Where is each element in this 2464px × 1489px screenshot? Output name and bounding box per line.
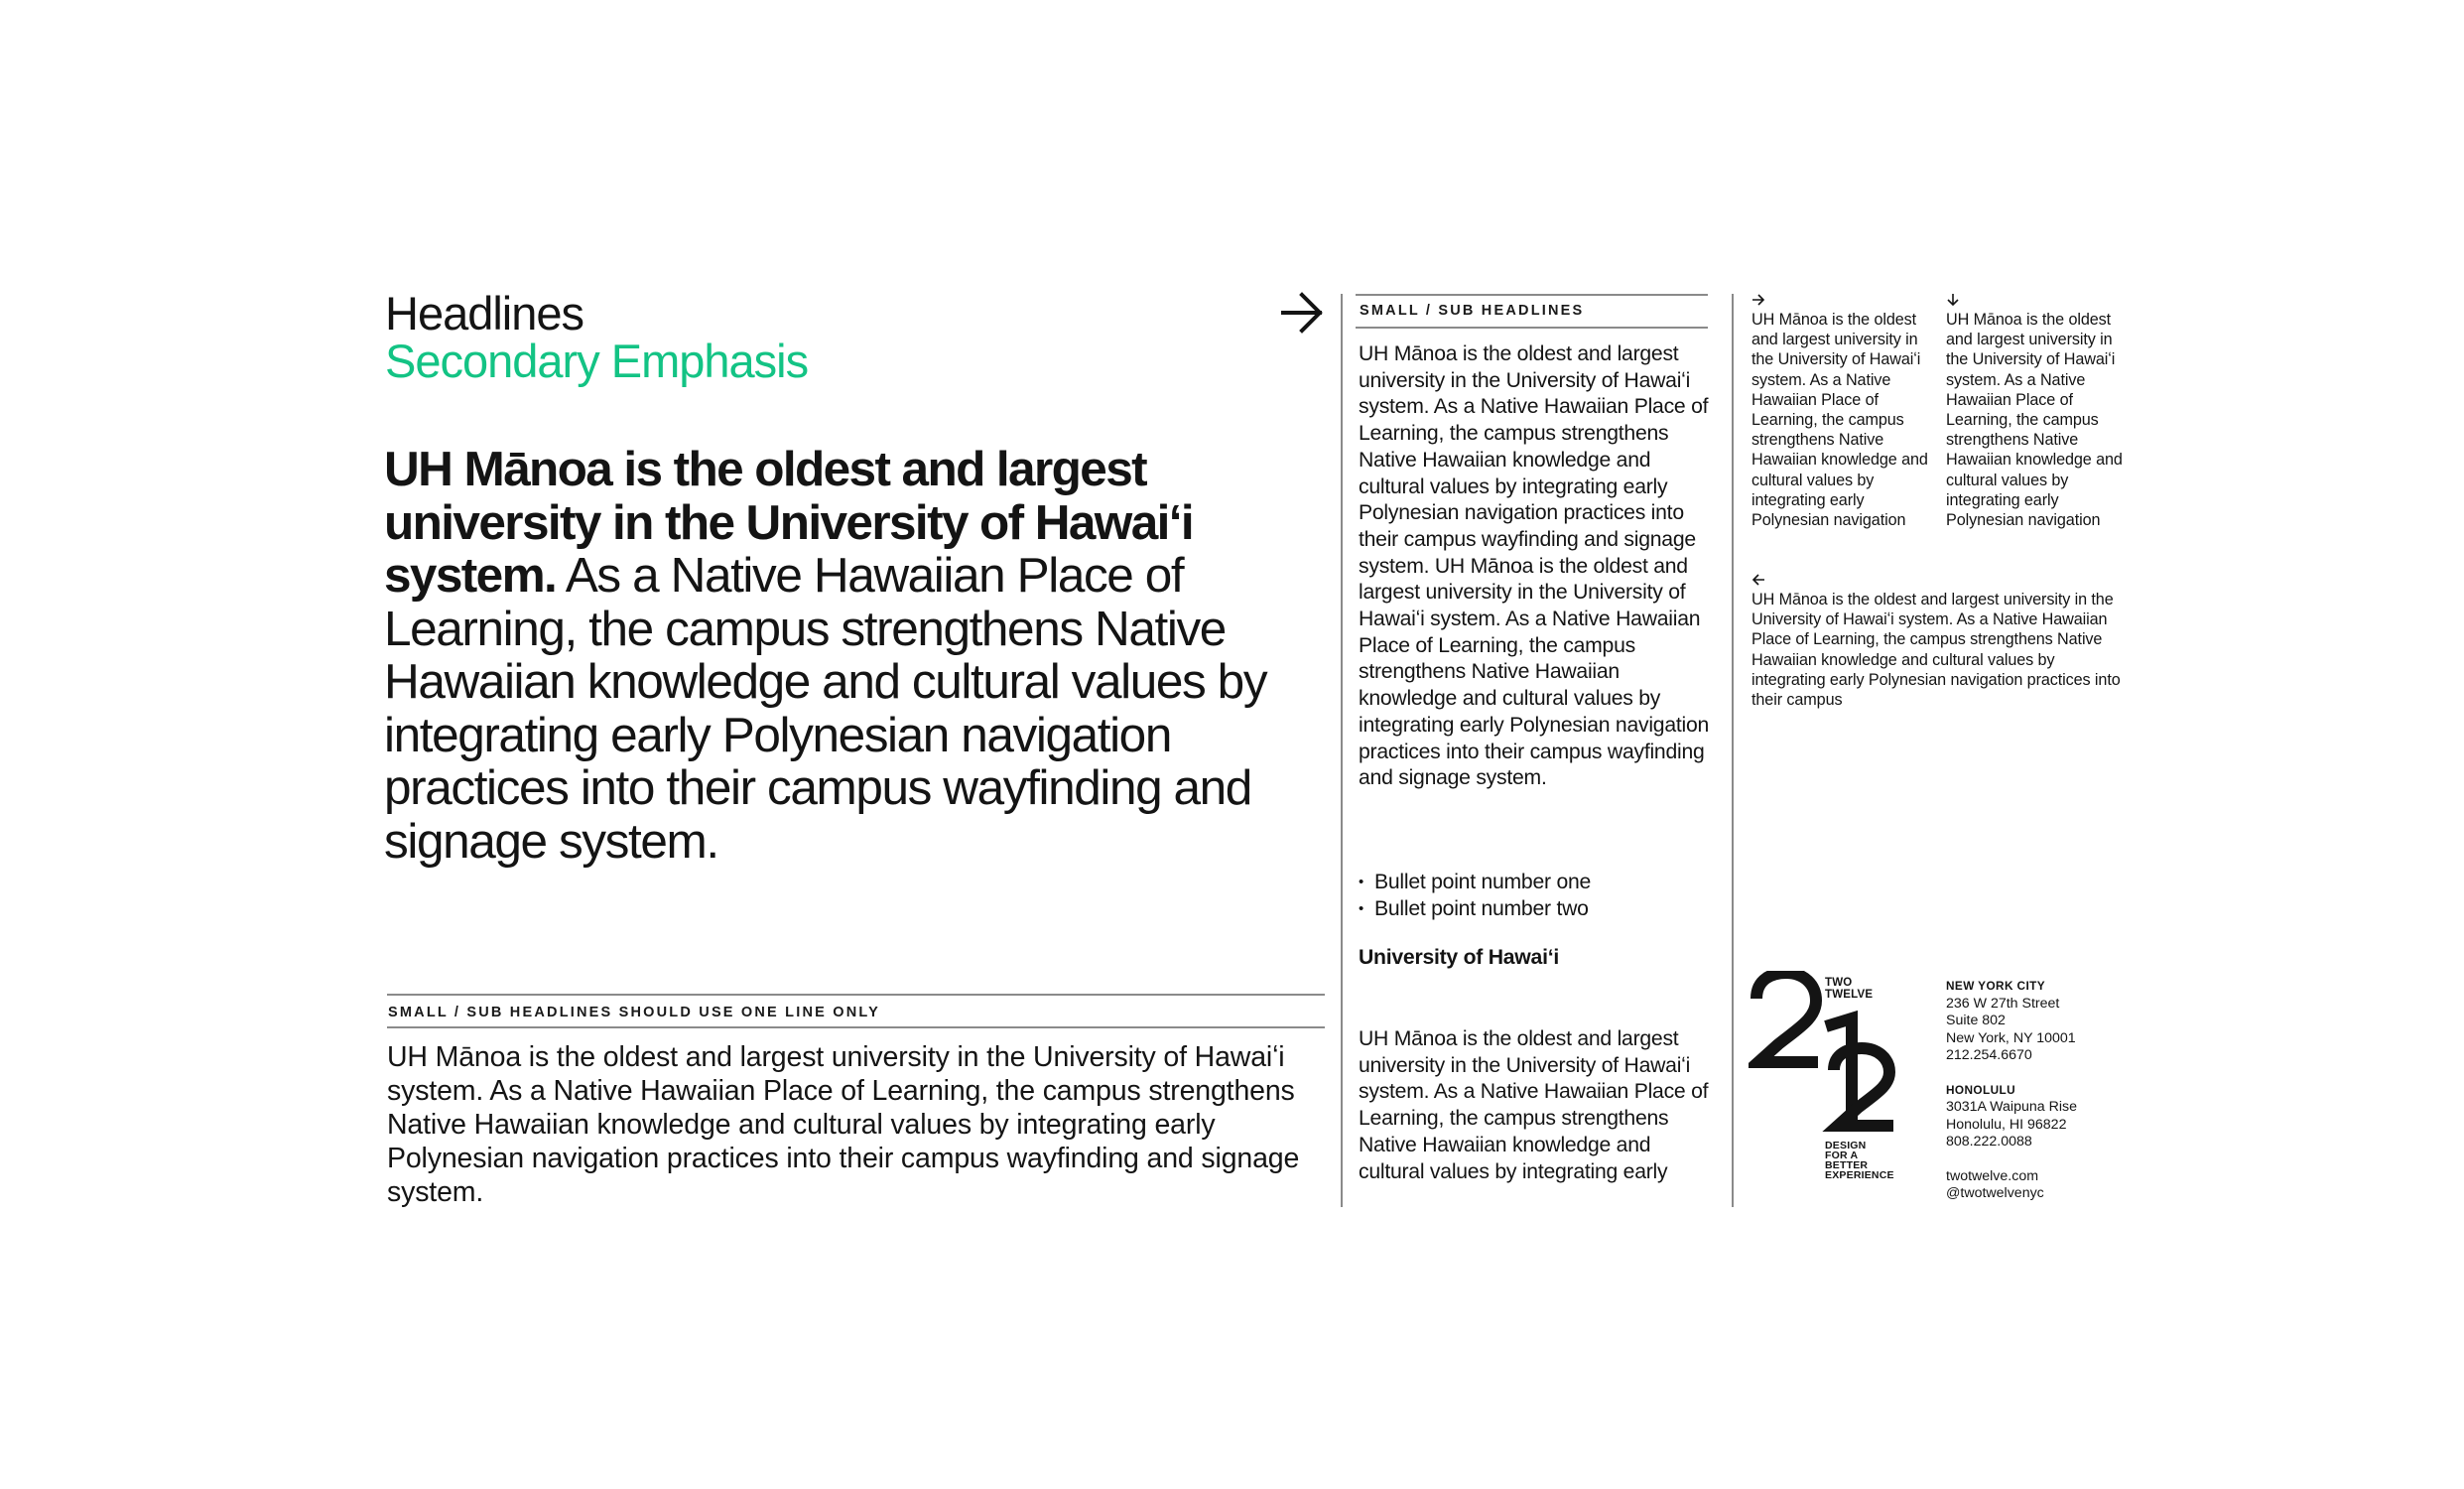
lead-regular-text: As a Native Hawaiian Place of Learning, the campus strengthens Native Hawaiian knowledge and cultural values by integrating early Polynesian navigation practices into their campus wayfinding and signage system. <box>384 548 1267 869</box>
lead-paragraph <box>384 443 1337 868</box>
logo-tag-line: BETTER <box>1825 1159 1869 1171</box>
arrow-down-small-icon <box>1946 293 1960 307</box>
left-body-paragraph: UH Mānoa is the oldest and largest university in the University of Hawaiʻi system. As a Native Hawaiian Place of Learning, the campus strengthens Native Hawaiian knowledge and cultural values by integrating early Polynesian navigation practices into their campus wayfinding and signage system. <box>387 1041 1300 1208</box>
arrow-left-small-icon <box>1751 573 1765 587</box>
logo-top-label <box>1825 978 1873 1001</box>
middle-body-paragraph-2: UH Mānoa is the oldest and largest university in the University of Hawaiʻi system. As a Native Hawaiian Place of Learning, the campus strengthens Native Hawaiian knowledge and cultural values by integrating early <box>1359 1027 1709 1183</box>
website-link[interactable]: twotwelve.com <box>1946 1167 2039 1184</box>
honolulu-phone: 808.222.0088 <box>1946 1134 2032 1150</box>
small-text-column-a: UH Mānoa is the oldest and largest university in the University of Hawaiʻi system. As a Native Hawaiian Place of Learning, the campus strengthens Native Hawaiian knowledge and cultural values by integrating early Polynesian navigation <box>1751 311 1928 530</box>
logo-label-two: TWO <box>1825 977 1853 989</box>
middle-kicker: SMALL / SUB HEADLINES <box>1360 303 1585 319</box>
arrow-right-icon <box>1280 291 1326 335</box>
bullet-item: • Bullet point number two <box>1359 896 1591 923</box>
bullet-list <box>1359 870 1591 922</box>
bullet-item: • Bullet point number one <box>1359 870 1591 896</box>
middle-subhead: University of Hawaiʻi <box>1359 946 1559 969</box>
logo-label-twelve: TWELVE <box>1825 988 1874 1001</box>
middle-column-left-rule <box>1341 294 1343 1207</box>
honolulu-heading: HONOLULU <box>1946 1082 2016 1097</box>
logo-tag-line: DESIGN <box>1825 1140 1867 1151</box>
small-text-column-b: UH Mānoa is the oldest and largest university in the University of Hawaiʻi system. As a Native Hawaiian Place of Learning, the campus strengthens Native Hawaiian knowledge and cultural values by integrating early Polynesian navigation <box>1946 311 2123 530</box>
arrow-right-small-icon <box>1751 293 1765 307</box>
social-handle[interactable]: @twotwelvenyc <box>1946 1185 2044 1201</box>
logo-tagline <box>1825 1141 1894 1180</box>
nyc-address-line: New York, NY 10001 <box>1946 1029 2076 1046</box>
middle-kicker-bottom-rule <box>1356 327 1708 329</box>
honolulu-address-line: Honolulu, HI 96822 <box>1946 1116 2067 1133</box>
nyc-address-line: Suite 802 <box>1946 1013 2006 1028</box>
nyc-heading: NEW YORK CITY <box>1946 979 2046 993</box>
kicker-top-rule <box>387 994 1325 996</box>
nyc-phone: 212.254.6670 <box>1946 1047 2032 1063</box>
right-column-left-rule <box>1732 294 1734 1207</box>
secondary-emphasis-sample: Secondary Emphasis <box>385 335 809 387</box>
lead-bold-text: UH Mānoa is the oldest and largest university in the University of Hawaiʻi system. <box>384 442 1194 603</box>
nyc-address-line: 236 W 27th Street <box>1946 995 2060 1012</box>
honolulu-address-line: 3031A Waipuna Rise <box>1946 1099 2077 1115</box>
headline-sample: Headlines <box>385 287 584 339</box>
small-text-column-c: UH Mānoa is the oldest and largest university in the University of Hawaiʻi system. As a Native Hawaiian Place of Learning, the campus strengthens Native Hawaiian knowledge and cultural values by integrating early Polynesian navigation practices into their campus <box>1751 591 2121 710</box>
kicker-one-line: SMALL / SUB HEADLINES SHOULD USE ONE LINE ONLY <box>388 1005 880 1020</box>
kicker-bottom-rule <box>387 1026 1325 1028</box>
logo-tag-line: EXPERIENCE <box>1825 1169 1894 1181</box>
logo-tag-line: FOR A <box>1825 1150 1859 1161</box>
middle-kicker-top-rule <box>1356 294 1708 296</box>
middle-body-paragraph: UH Mānoa is the oldest and largest university in the University of Hawaiʻi system. As a Native Hawaiian Place of Learning, the campus strengthens Native Hawaiian knowledge and cultural values by integrating early Polynesian navigation practices into their campus wayfinding and signage system. UH Mānoa is the oldest and largest university in the University of Hawaiʻi system. As a Native Hawaiian Place of Learning, the campus strengthens Native Hawaiian knowledge and cultural values by integrating early Polynesian navigation practices into their campus wayfinding and signage system. <box>1359 342 1710 790</box>
contact-block <box>1946 978 2077 1203</box>
